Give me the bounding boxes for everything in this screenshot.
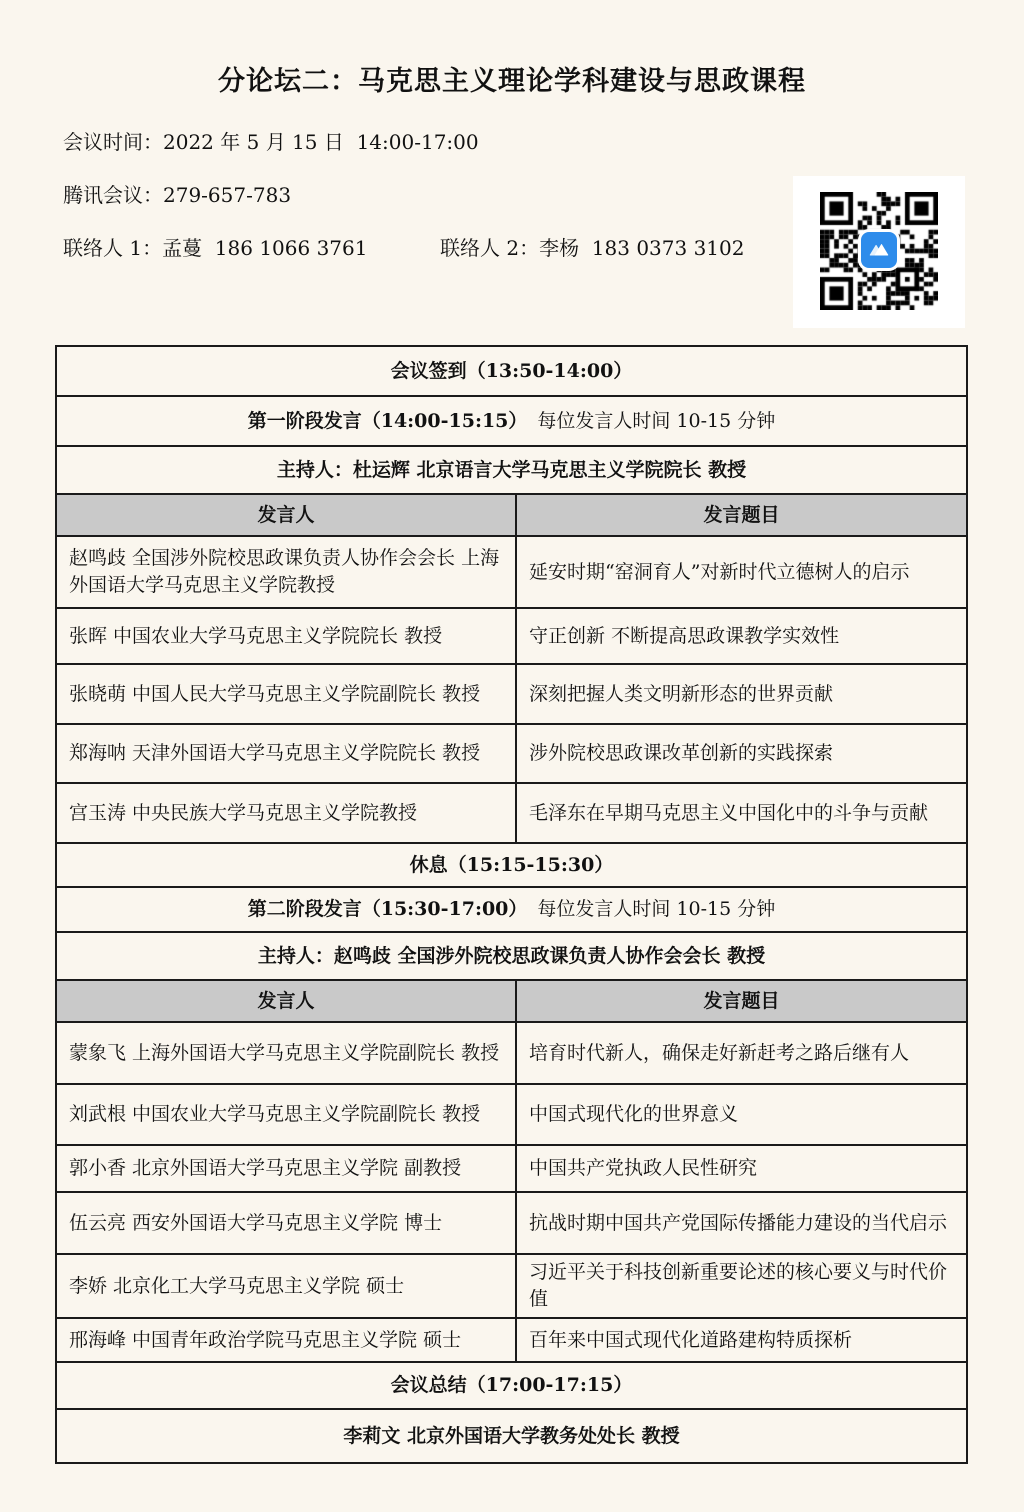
table-row bbox=[56, 346, 967, 396]
speaker-cell: 蒙象飞 上海外国语大学马克思主义学院副院长 教授 bbox=[56, 1022, 516, 1084]
table-row bbox=[56, 1254, 967, 1318]
section-summary-speaker bbox=[56, 1409, 967, 1463]
column-header-speaker: 发言人 bbox=[56, 494, 516, 536]
tencent-meeting-label: 腾讯会议： bbox=[63, 183, 163, 207]
meeting-time-label: 会议时间： bbox=[63, 130, 163, 154]
table-row bbox=[56, 783, 967, 843]
column-header-topic: 发言题目 bbox=[516, 494, 967, 536]
topic-cell: 延安时期“窑洞育人”对新时代立德树人的启示 bbox=[516, 536, 967, 608]
table-row bbox=[56, 887, 967, 932]
speaker-cell: 张晓萌 中国人民大学马克思主义学院副院长 教授 bbox=[56, 664, 516, 724]
qr-code-area bbox=[793, 176, 965, 328]
topic-cell: 涉外院校思政课改革创新的实践探索 bbox=[516, 724, 967, 783]
section-note: 每位发言人时间 10-15 分钟 bbox=[537, 898, 776, 920]
section-note: 每位发言人时间 10-15 分钟 bbox=[537, 409, 776, 432]
section-text: 会议总结（17:00-17:15） bbox=[390, 1374, 633, 1396]
section-text: 第一阶段发言（14:00-15:15） bbox=[247, 409, 528, 432]
speaker-cell: 赵鸣歧 全国涉外院校思政课负责人协作会会长 上海外国语大学马克思主义学院教授 bbox=[56, 536, 516, 608]
agenda-table bbox=[55, 345, 968, 1464]
table-row bbox=[56, 980, 967, 1022]
section-stage-1 bbox=[56, 396, 967, 446]
speaker-cell: 伍云亮 西安外国语大学马克思主义学院 博士 bbox=[56, 1192, 516, 1254]
topic-cell: 深刻把握人类文明新形态的世界贡献 bbox=[516, 664, 967, 724]
contact-1: 联络人 1：孟蔓 186 1066 3761 bbox=[63, 236, 368, 260]
column-header-speaker: 发言人 bbox=[56, 980, 516, 1022]
speaker-cell: 郭小香 北京外国语大学马克思主义学院 副教授 bbox=[56, 1145, 516, 1192]
tencent-meeting-logo-icon bbox=[861, 232, 897, 268]
table-row bbox=[56, 494, 967, 536]
topic-cell: 毛泽东在早期马克思主义中国化中的斗争与贡献 bbox=[516, 783, 967, 843]
table-row bbox=[56, 396, 967, 446]
section-text: 主持人：杜运辉 北京语言大学马克思主义学院院长 教授 bbox=[276, 458, 747, 481]
speaker-cell: 李娇 北京化工大学马克思主义学院 硕士 bbox=[56, 1254, 516, 1318]
table-row bbox=[56, 1409, 967, 1463]
speaker-cell: 邢海峰 中国青年政治学院马克思主义学院 硕士 bbox=[56, 1318, 516, 1362]
table-row bbox=[56, 664, 967, 724]
topic-cell: 中国式现代化的世界意义 bbox=[516, 1084, 967, 1145]
contact-2: 联络人 2：李杨 183 0373 3102 bbox=[440, 236, 745, 260]
table-row bbox=[56, 1145, 967, 1192]
speaker-cell: 郑海呐 天津外国语大学马克思主义学院院长 教授 bbox=[56, 724, 516, 783]
topic-cell: 百年来中国式现代化道路建构特质探析 bbox=[516, 1318, 967, 1362]
section-host-1 bbox=[56, 446, 967, 494]
meeting-time-value: 2022 年 5 月 15 日 14:00-17:00 bbox=[163, 130, 479, 154]
table-row bbox=[56, 1192, 967, 1254]
table-row bbox=[56, 446, 967, 494]
speaker-cell: 张晖 中国农业大学马克思主义学院院长 教授 bbox=[56, 608, 516, 664]
table-row bbox=[56, 608, 967, 664]
section-break bbox=[56, 843, 967, 887]
topic-cell: 抗战时期中国共产党国际传播能力建设的当代启示 bbox=[516, 1192, 967, 1254]
table-row bbox=[56, 724, 967, 783]
column-header-topic: 发言题目 bbox=[516, 980, 967, 1022]
section-text: 第二阶段发言（15:30-17:00） bbox=[247, 898, 528, 920]
section-sign-in bbox=[56, 346, 967, 396]
tencent-meeting-id: 279-657-783 bbox=[163, 183, 292, 207]
table-row bbox=[56, 536, 967, 608]
section-summary bbox=[56, 1362, 967, 1409]
speaker-cell: 宫玉涛 中央民族大学马克思主义学院教授 bbox=[56, 783, 516, 843]
section-text: 李莉文 北京外国语大学教务处处长 教授 bbox=[343, 1424, 680, 1447]
section-stage-2 bbox=[56, 887, 967, 932]
topic-cell: 习近平关于科技创新重要论述的核心要义与时代价值 bbox=[516, 1254, 967, 1318]
table-row bbox=[56, 932, 967, 980]
meeting-time-line bbox=[63, 129, 1024, 156]
table-row bbox=[56, 1084, 967, 1145]
table-row bbox=[56, 1318, 967, 1362]
table-row bbox=[56, 1362, 967, 1409]
section-host-2 bbox=[56, 932, 967, 980]
topic-cell: 守正创新 不断提高思政课教学实效性 bbox=[516, 608, 967, 664]
section-text: 主持人：赵鸣歧 全国涉外院校思政课负责人协作会会长 教授 bbox=[257, 944, 766, 967]
section-text: 休息（15:15-15:30） bbox=[409, 853, 614, 876]
table-row bbox=[56, 843, 967, 887]
conference-agenda-page bbox=[0, 64, 1024, 1447]
page-title: 分论坛二：马克思主义理论学科建设与思政课程 bbox=[218, 66, 806, 97]
speaker-cell: 刘武根 中国农业大学马克思主义学院副院长 教授 bbox=[56, 1084, 516, 1145]
table-row bbox=[56, 1022, 967, 1084]
topic-cell: 中国共产党执政人民性研究 bbox=[516, 1145, 967, 1192]
section-text: 会议签到（13:50-14:00） bbox=[390, 359, 633, 382]
topic-cell: 培育时代新人，确保走好新赶考之路后继有人 bbox=[516, 1022, 967, 1084]
